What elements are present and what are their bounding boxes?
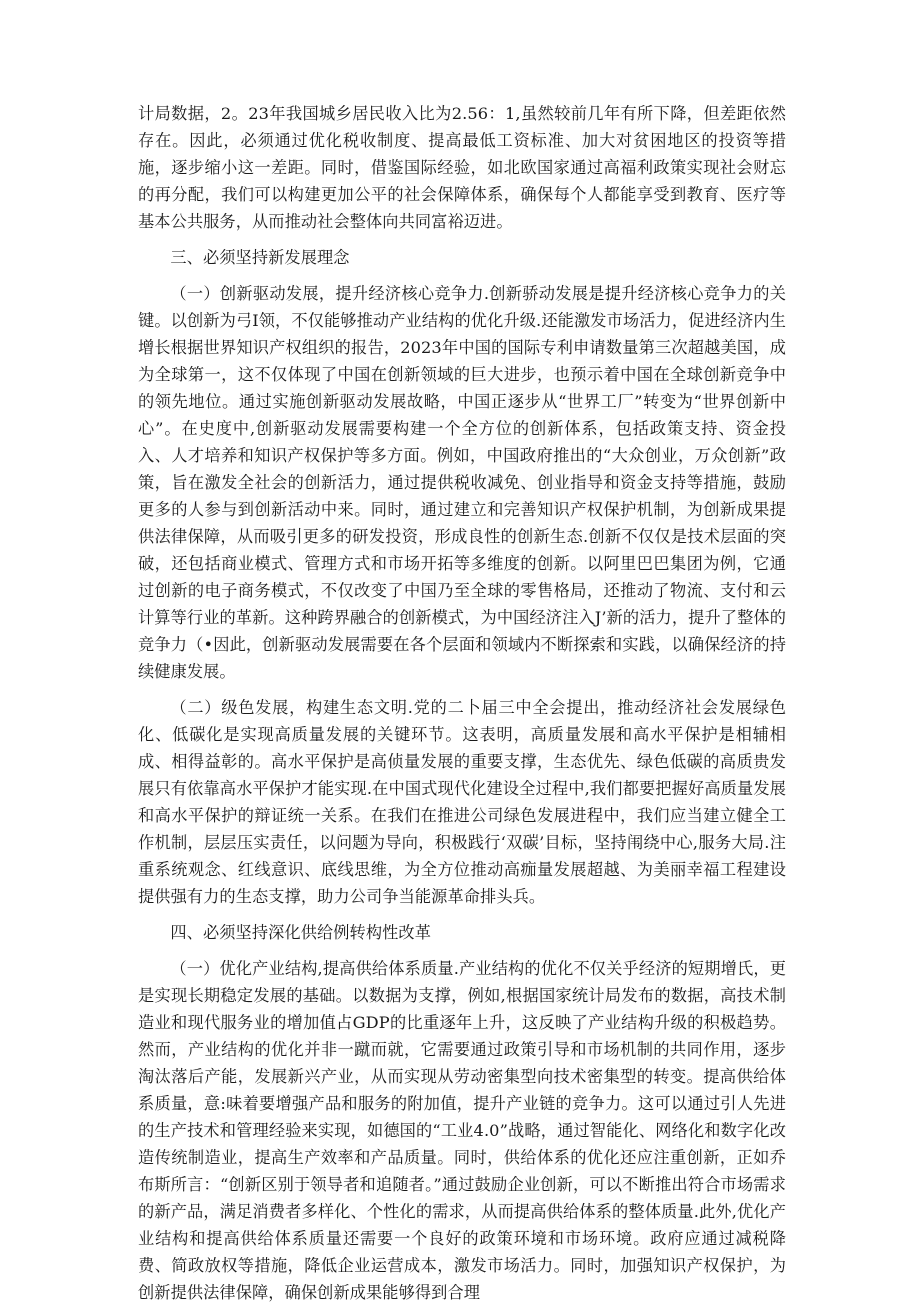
document-page bbox=[138, 100, 786, 1315]
body-paragraph: 计局数据，2。23年我国城乡居民收入比为2.56：1,虽然较前几年有所下降，但差距依然存在。因此，必须通过优化税收制度、提高最低工资标准、加大对贫困地区的投资等措施，逐步缩小这一差距。同时，借鉴国际经验，如北欧国家通过高福利政策实现社会财忘的再分配，我们可以构建更加公平的社会保障体系，确保每个人都能享受到教育、医疗等基本公共服务，从而推动社会整体向共同富裕迈进。 bbox=[138, 104, 786, 231]
section-heading: 三、必须坚持新发展理念 bbox=[170, 248, 350, 267]
body-paragraph: （一）创新驱动发展，提升经济核心竞争力.创新骄动发展是提升经济核心竞争力的关键。以创新为弓I领，不仅能够推动产业结构的优化升级.还能激发市场活力，促进经济内生增长根据世界知识产权组织的报告，2023年中国的国际专利申请数量第三次超越美国，成为全球第一，这不仅体现了中国在创新领域的巨大进步，也预示着中国在全球创新竞争中的领先地位。通过实施创新驱动发展故略，中国正逐步从“世界工厂”转变为“世界创新中心”。在史度中,创新驱动发展需要构建一个全方位的创新体系，包括政策支持、资金投入、人才培养和知识产权保护等多方面。例如，中国政府推出的“大众创业，万众创新”政策，旨在激发全社会的创新活力，通过提供税收减免、创业指导和资金支持等措施，鼓励更多的人参与到创新活动中来。同时，通过建立和完善知识产权保护机制，为创新成果提供法律保障，从而吸引更多的研发投资，形成良性的创新生态.创新不仅仅是技术层面的突破，还包括商业模式、管理方式和市场开拓等多维度的创新。以阿里巴巴集团为例，它通过创新的电子商务模式，不仅改变了中国乃至全球的零售格局，还推动了物流、支付和云计算等行业的革新。这种跨界融合的创新模式，为中国经济注入J’新的活力，提升了整体的竞争力（•因此，创新驱动发展需要在各个层面和领域内不断探索和实践，以确保经济的持续健康发展。 bbox=[138, 284, 786, 681]
body-paragraph: （二）级色发展，构建生态文明.党的二卜届三中全会提出，推动经济社会发展绿色化、低碳化是实现高质量发展的关键环节。这表明，高质量发展和高水平保护是相辅相成、相得益彰的。高水平保护是高侦量发展的重要支撑，生态优先、绿色低碳的高质贵发展只有依靠高水平保护才能实现.在中国式现代化建设全过程中,我们都要把握好高质量发展和高水平保护的辩证统一关系。在我们在推进公司绿色发展进程中，我们应当建立健全工作机制，层层压实责任，以问题为导向，积极践行‘双碳’目标，坚持闱绕中心,服务大局.注重系统观念、红线意识、底线思维，为全方位推动高痂量发展超越、为美丽幸福工程建设提供强有力的生态支撑，助力公司争当能源革命排头兵。 bbox=[138, 698, 786, 906]
section-heading: 四、必须坚持深化供给例转构性改革 bbox=[170, 923, 431, 942]
body-paragraph: （一）优化产业结构,提高供给体系质量.产业结构的优化不仅关乎经济的短期增氏，更是实现长期稳定发展的基础。以数据为支撑，例如,根据国家统计局发布的数据，高技术制造业和现代服务业的增加值占GDP的比重逐年上升，这反映了产业结构升级的积极趋势。然而，产业结构的优化并非一蹴而就，它需要通过政策引导和市场机制的共同作用，逐步淘汰落后产能，发展新兴产业，从而实现从劳动密集型向技术密集型的转变。提高供给体系质量，意:味着要增强产品和服务的附加值，提升产业链的竞争力。这可以通过引人先进的生产技术和管理经验来实现，如德国的“工业4.0”战略，通过智能化、网络化和数字化改造传统制造业，提高生产效率和产品质量。同时，供给体系的优化还应注重创新，正如乔布斯所言：“创新区别于领导者和追随者。”通过鼓励企业创新，可以不断推出符合市场需求的新产品，满足消费者多样化、个性化的需求，从而提高供给体系的整体质量.此外,优化产业结构和提高供给体系质量还需要一个良好的政策环境和市场环境。政府应通过减税降费、简政放权等措施，降低企业运营成本，激发市场活力。同时，加强知识产权保护，为创新提供法律保障，确保创新成果能够得到合理 bbox=[138, 959, 786, 1302]
